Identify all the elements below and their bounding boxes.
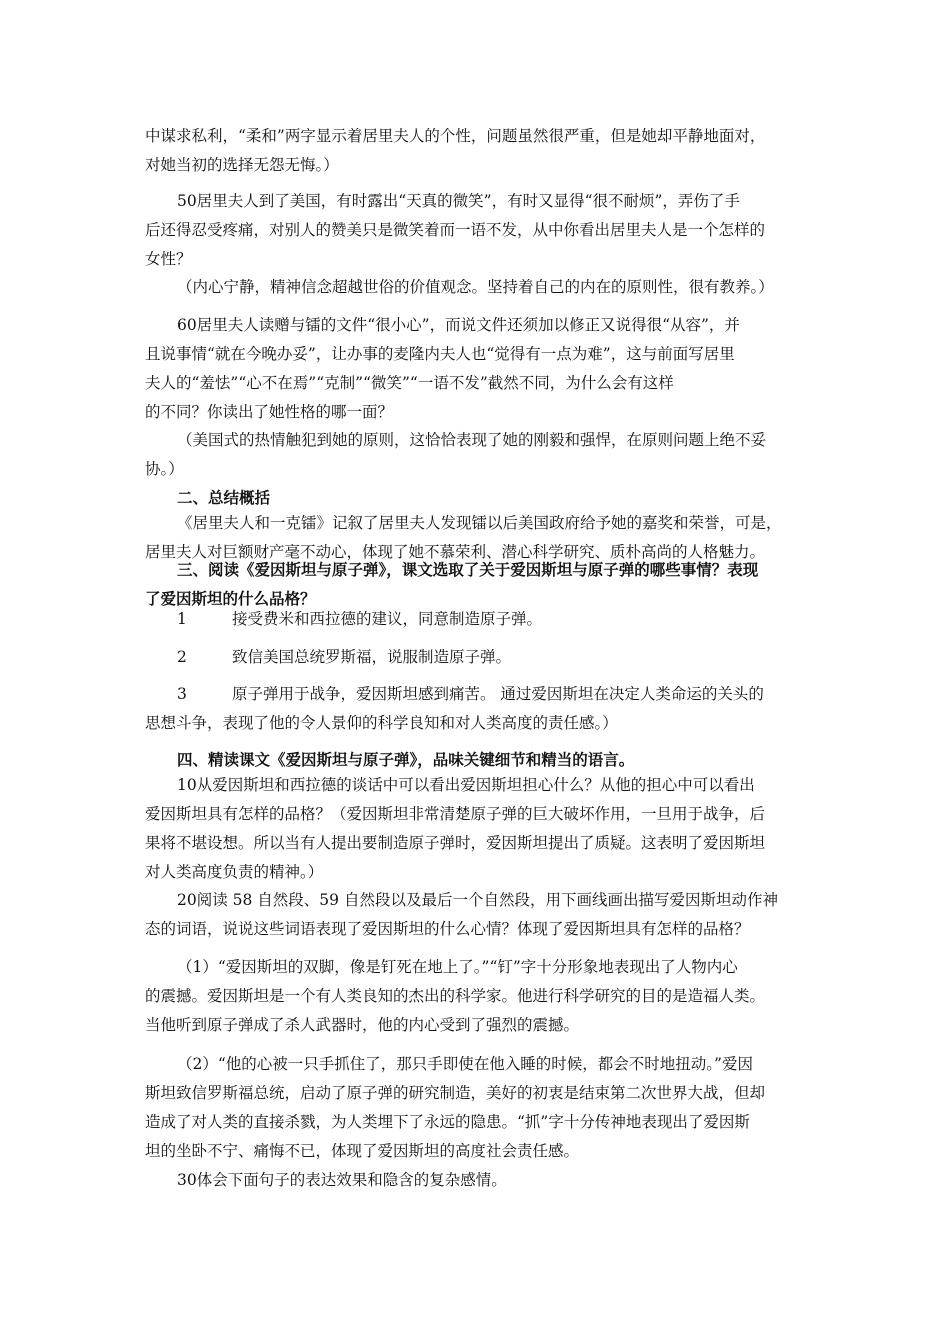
text-line: 的不同？你读出了她性格的哪一面？ xyxy=(145,403,394,421)
list-number: 2 xyxy=(177,648,187,666)
text-line: （2）“他的心被一只手抓住了，那只手即使在他入睡的时候，都会不时地扭动。”爱因 xyxy=(177,1055,753,1073)
text-line: 爱因斯坦具有怎样的品格？（爱因斯坦非常清楚原子弹的巨大破坏作用，一旦用于战争，后 xyxy=(145,805,766,823)
text-line: 中谋求私利，“柔和”两字显示着居里夫人的个性，问题虽然很严重，但是她却平静地面对， xyxy=(145,127,766,145)
text-line: （美国式的热情触犯到她的原则，这恰恰表现了她的刚毅和强悍，在原则问题上绝不妥 xyxy=(177,431,767,449)
text-line: 坦的坐卧不宁、痛悔不已，体现了爱因斯坦的高度社会责任感。 xyxy=(145,1142,580,1160)
text-line: 当他听到原子弹成了杀人武器时，他的内心受到了强烈的震撼。 xyxy=(145,1016,580,1034)
text-line: 30体会下面句子的表达效果和隐含的复杂感情。 xyxy=(177,1171,507,1189)
list-text: 致信美国总统罗斯福，说服制造原子弹。 xyxy=(232,648,512,666)
text-line: 对她当初的选择无怨无悔。） xyxy=(145,156,339,174)
text-line: （1）“爱因斯坦的双脚，像是钉死在地上了。”“钉”字十分形象地表现出了人物内心 xyxy=(177,958,738,976)
text-line: 60居里夫人读赠与镭的文件“很小心”，而说文件还须加以修正又说得很“从容”，并 xyxy=(177,316,740,334)
text-line: 且说事情“就在今晚办妥”，让办事的麦隆内夫人也“觉得有一点为难”，这与前面写居里 xyxy=(145,345,735,363)
question-6 xyxy=(145,311,810,427)
heading-text: 了爱因斯坦的什么品格？ xyxy=(145,590,316,608)
answer-5 xyxy=(145,273,810,302)
list-text: 接受费米和西拉德的建议，同意制造原子弹。 xyxy=(232,610,543,628)
question-1 xyxy=(145,771,810,887)
text-line: 居里夫人对巨额财产毫不动心，体现了她不慕荣利、潜心科学研究、质朴高尚的人格魅力。 xyxy=(145,543,766,561)
heading-text: 二、总结概括 xyxy=(177,489,271,507)
text-line: 夫人的“羞怯”“心不在焉”“克制”“微笑”“一语不发”截然不同，为什么会有这样 xyxy=(145,374,674,392)
text-line: 50居里夫人到了美国，有时露出“天真的微笑”，有时又显得“很不耐烦”，弄伤了手 xyxy=(177,192,740,210)
text-line: 果将不堪设想。所以当有人提出要制造原子弹时，爱因斯坦提出了质疑。这表明了爱因斯坦 xyxy=(145,834,766,852)
text-line: 10从爱因斯坦和西拉德的谈话中可以看出爱因斯坦担心什么？从他的担心中可以看出 xyxy=(177,776,755,794)
heading-text: 四、精读课文《爱因斯坦与原子弹》，品味关键细节和精当的语言。 xyxy=(177,751,635,769)
text-line: 态的词语，说说这些词语表现了爱因斯坦的什么心情？体现了爱因斯坦具有怎样的品格？ xyxy=(145,920,750,938)
answer-2-part-2 xyxy=(145,1050,810,1166)
text-line: 20阅读 58 自然段、59 自然段以及最后一个自然段，用下画线画出描写爱因斯坦动作神 xyxy=(177,891,778,909)
list-item-3 xyxy=(145,680,810,738)
question-3 xyxy=(145,1166,810,1195)
answer-6 xyxy=(145,426,810,484)
list-item-1 xyxy=(145,605,810,634)
list-item-2 xyxy=(145,643,810,672)
text-line: 协。） xyxy=(145,460,184,478)
text-line: （内心宁静，精神信念超越世俗的价值观念。坚持着自己的内在的原则性，很有教养。） xyxy=(177,278,774,296)
answer-2-part-1 xyxy=(145,953,810,1040)
list-number: 3 xyxy=(177,685,187,703)
text-line: 的震撼。爱因斯坦是一个有人类良知的杰出的科学家。他进行科学研究的目的是造福人类。 xyxy=(145,987,766,1005)
text-line: 女性？ xyxy=(145,250,192,268)
text-line: 《居里夫人和一克镭》记叙了居里夫人发现镭以后美国政府给予她的嘉奖和荣誉，可是， xyxy=(177,514,782,532)
text-line: 斯坦致信罗斯福总统，启动了原子弹的研究制造，美好的初衷是结束第二次世界大战，但却 xyxy=(145,1084,766,1102)
question-5 xyxy=(145,187,810,274)
text-line: 对人类高度负责的精神。） xyxy=(145,863,324,881)
paragraph-curie-conclusion xyxy=(145,122,810,180)
list-number: 1 xyxy=(177,610,187,628)
question-2 xyxy=(145,886,810,944)
list-text: 原子弹用于战争，爱因斯坦感到痛苦。 通过爱因斯坦在决定人类命运的关头的 xyxy=(232,685,764,703)
text-line: 后还得忍受疼痛，对别人的赞美只是微笑着而一语不发，从中你看出居里夫人是一个怎样的 xyxy=(145,221,766,239)
text-line: 造成了对人类的直接杀戮，为人类埋下了永远的隐患。“抓”字十分传神地表现出了爱因斯 xyxy=(145,1113,750,1131)
heading-text: 三、阅读《爱因斯坦与原子弹》，课文选取了关于爱因斯坦与原子弹的哪些事情？表现 xyxy=(177,561,759,579)
text-line: 思想斗争，表现了他的令人景仰的科学良知和对人类高度的责任感。） xyxy=(145,714,618,732)
